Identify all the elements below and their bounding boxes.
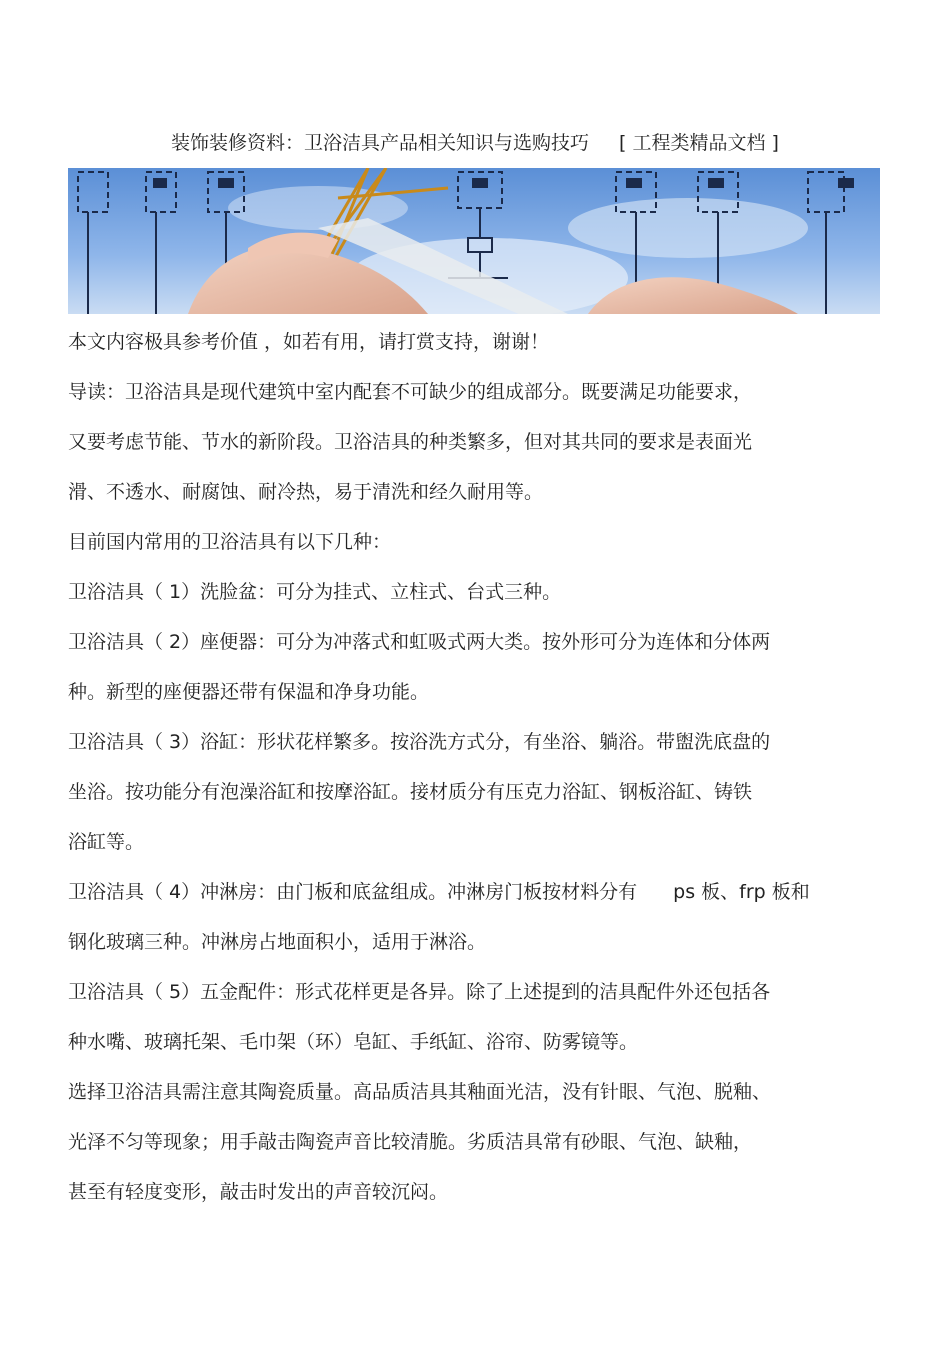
- document-title-tag: [ 工程类精品文档 ]: [619, 132, 779, 154]
- document-title-row: [0, 128, 950, 155]
- paragraph-line-tail: ps 板、frp 板和: [673, 881, 810, 903]
- paragraph-line: 种水嘴、玻璃托架、毛巾架（环）皂缸、手纸缸、浴帘、防雾镜等。: [68, 1031, 639, 1053]
- paragraph-line: 卫浴洁具（ 2）座便器：可分为冲落式和虹吸式两大类。按外形可分为连体和分体两: [68, 631, 771, 653]
- engineering-blueprint-crane-hand-image: [68, 168, 880, 314]
- paragraph-line: 本文内容极具参考价值 ，如若有用，请打赏支持，谢谢！: [68, 331, 550, 353]
- paragraph-line: 又要考虑节能、节水的新阶段。卫浴洁具的种类繁多，但对其共同的要求是表面光: [68, 431, 753, 453]
- paragraph-line: 卫浴洁具（ 1）洗脸盆：可分为挂式、立柱式、台式三种。: [68, 581, 562, 603]
- paragraph-line: 目前国内常用的卫浴洁具有以下几种：: [68, 531, 392, 553]
- paragraph-line: 卫浴洁具（ 4）冲淋房：由门板和底盆组成。冲淋房门板按材料分有: [68, 881, 638, 903]
- paragraph-line: 光泽不匀等现象；用手敲击陶瓷声音比较清脆。劣质洁具常有砂眼、气泡、缺釉，: [68, 1131, 753, 1153]
- paragraph-line-composite: [68, 875, 888, 925]
- banner-image: [68, 168, 880, 314]
- document-body: [68, 325, 888, 1225]
- paragraph-line: 选择卫浴洁具需注意其陶瓷质量。高品质洁具其釉面光洁，没有针眼、气泡、脱釉、: [68, 1081, 772, 1103]
- paragraph-line: 卫浴洁具（ 3）浴缸：形状花样繁多。按浴洗方式分，有坐浴、躺浴。带盥洗底盘的: [68, 731, 771, 753]
- document-title: 装饰装修资料：卫浴洁具产品相关知识与选购技巧: [171, 132, 590, 154]
- paragraph-line: 滑、不透水、耐腐蚀、耐冷热，易于清洗和经久耐用等。: [68, 481, 544, 503]
- paragraph-line: 卫浴洁具（ 5）五金配件：形式花样更是各异。除了上述提到的洁具配件外还包括各: [68, 981, 771, 1003]
- paragraph-line: 浴缸等。: [68, 831, 145, 853]
- paragraph-line: 钢化玻璃三种。冲淋房占地面积小，适用于淋浴。: [68, 931, 487, 953]
- paragraph-line: 种。新型的座便器还带有保温和净身功能。: [68, 681, 430, 703]
- paragraph-line: 导读：卫浴洁具是现代建筑中室内配套不可缺少的组成部分。既要满足功能要求，: [68, 381, 753, 403]
- paragraph-line: 坐浴。按功能分有泡澡浴缸和按摩浴缸。接材质分有压克力浴缸、钢板浴缸、铸铁: [68, 781, 753, 803]
- paragraph-line: 甚至有轻度变形，敲击时发出的声音较沉闷。: [68, 1181, 449, 1203]
